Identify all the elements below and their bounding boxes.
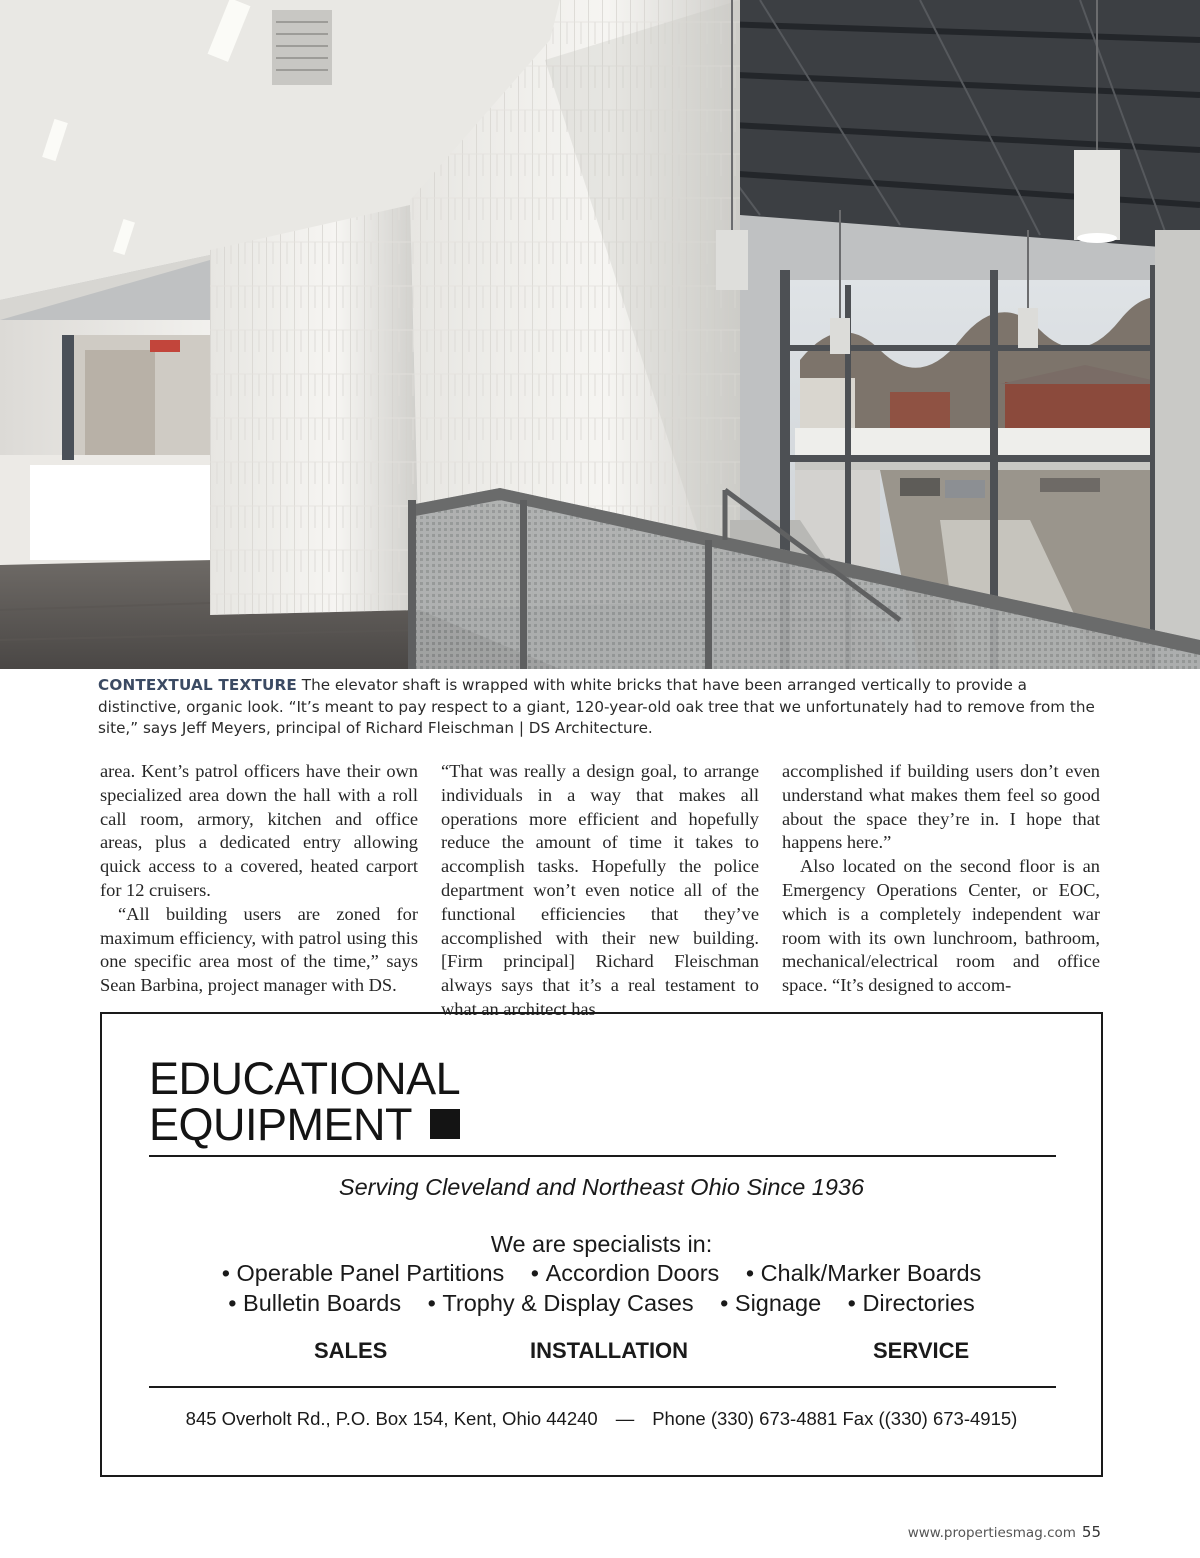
ad-specialty-line-1 <box>102 1260 1101 1287</box>
ad-specialty-item: • Signage <box>720 1290 821 1316</box>
ad-divider <box>149 1386 1056 1388</box>
interior-photo <box>0 0 1200 669</box>
article-column-2 <box>441 760 759 1022</box>
page-number: 55 <box>1081 1523 1101 1541</box>
article-paragraph: “All building users are zoned for maximum efficiency, with patrol using this one specific area most of the time,” says Sean Barbina, project manager with DS. <box>100 903 418 996</box>
ad-tagline: Serving Cleveland and Northeast Ohio Since 1936 <box>338 1174 865 1200</box>
ad-intro: We are specialists in: <box>490 1231 713 1257</box>
ad-divider <box>149 1155 1056 1157</box>
article-column-3 <box>782 760 1100 998</box>
ad-specialty-item: • Bulletin Boards <box>228 1290 401 1316</box>
ad-specialty-item: • Operable Panel Partitions <box>222 1260 505 1286</box>
ad-specialty-item: • Chalk/Marker Boards <box>746 1260 981 1286</box>
ad-service-service: SERVICE <box>873 1338 970 1363</box>
ad-specialty-item: • Accordion Doors <box>531 1260 719 1286</box>
ad-service-installation: INSTALLATION <box>530 1338 689 1363</box>
ad-specialty-line-2 <box>102 1290 1101 1317</box>
article-paragraph: Also located on the second floor is an Emergency Operations Center, or EOC, which is a completely independent war room with its own lunchroom, bathroom, mechanical/electrical room and office space. “It’s designed to accom- <box>782 856 1100 996</box>
ad-specialty-item: • Trophy & Display Cases <box>428 1290 694 1316</box>
folio-url: www.propertiesmag.com <box>907 1525 1076 1541</box>
page-folio <box>908 1523 1101 1541</box>
article-paragraph: “That was really a design goal, to arrange individuals in a way that makes all operations more efficient and hopefully reduce the amount of time it takes to accomplish tasks. Hopefully the police department won’t even notice all of the functional efficiencies that they’ve accomplished with their new building. [Firm principal] Richard Fleischman always says that it’s a real testament to what an architect has <box>441 761 759 1019</box>
ad-service-sales: SALES <box>314 1338 388 1363</box>
ad-brand-logo <box>149 1053 461 1150</box>
article-column-1 <box>100 760 418 998</box>
caption-lead: CONTEXTUAL TEXTURE <box>98 676 297 694</box>
caption-text: The elevator shaft is wrapped with white bricks that have been arranged vertically to provide a distinctive, organic look. “It’s meant to pay respect to a giant, 120-year-old oak tree that we unfortunately had to remove from the site,” says Jeff Meyers, principal of Richard Fleischman | DS Architecture. <box>98 676 1095 737</box>
ad-address: 845 Overholt Rd., P.O. Box 154, Kent, Ohio 44240 <box>185 1408 598 1429</box>
article-paragraph: accomplished if building users don’t even understand what makes them feel so good about the space they’re in. I hope that happens here.” <box>782 761 1100 853</box>
ad-brand-line-1: EDUCATIONAL <box>149 1053 461 1104</box>
photo-caption <box>98 675 1102 740</box>
ad-dash: — <box>615 1408 635 1429</box>
educational-equipment-ad <box>100 1012 1103 1477</box>
ad-phone: Phone (330) 673-4881 Fax ((330) 673-4915) <box>652 1408 1018 1429</box>
ad-specialty-item: • Directories <box>848 1290 975 1316</box>
logo-square-icon <box>430 1109 460 1139</box>
ad-brand-line-2: EQUIPMENT <box>149 1099 413 1150</box>
article-paragraph: area. Kent’s patrol officers have their own specialized area down the hall with a roll call room, armory, kitchen and office areas, plus a dedicated entry allowing quick access to a covered, heated carport for 12 cruisers. <box>100 761 418 900</box>
ad-contact <box>102 1408 1101 1430</box>
